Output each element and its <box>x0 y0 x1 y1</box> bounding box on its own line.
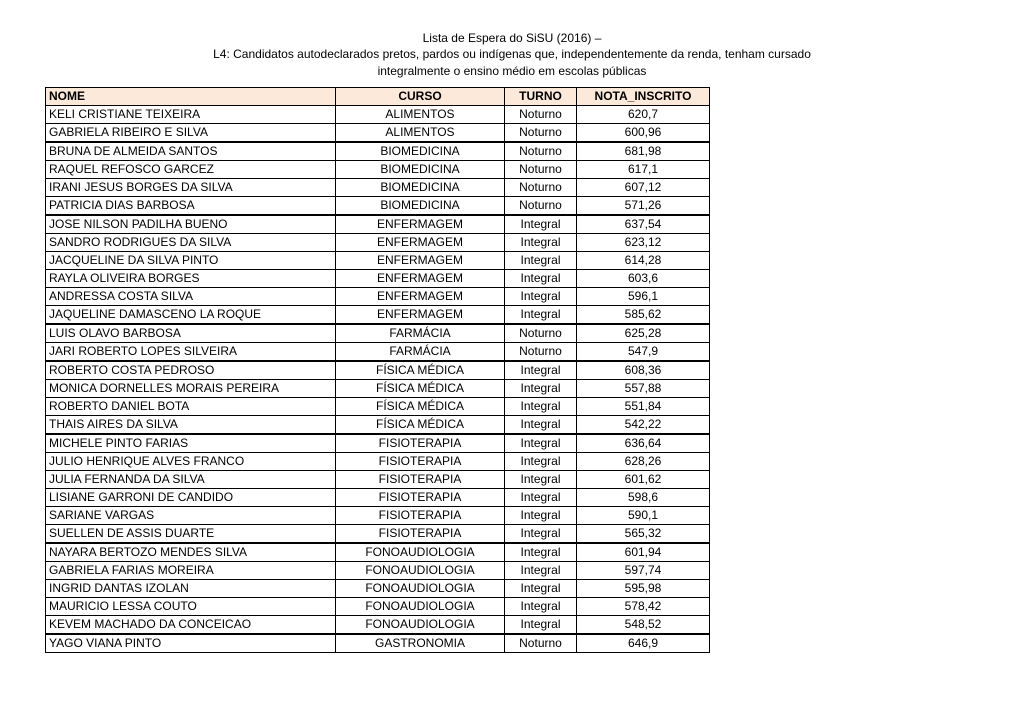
cell-curso: ENFERMAGEM <box>336 306 505 325</box>
cell-nota: 596,1 <box>577 288 710 306</box>
cell-curso: FISIOTERAPIA <box>336 471 505 489</box>
cell-nota: 637,54 <box>577 215 710 234</box>
cell-turno: Integral <box>505 471 577 489</box>
table-row <box>46 234 710 252</box>
cell-nome: GABRIELA FARIAS MOREIRA <box>46 562 336 580</box>
cell-nome: THAIS AIRES DA SILVA <box>46 416 336 435</box>
cell-turno: Noturno <box>505 124 577 143</box>
table-row <box>46 434 710 453</box>
waitlist-table <box>45 87 710 653</box>
cell-nome: KEVEM MACHADO DA CONCEICAO <box>46 616 336 635</box>
table-row <box>46 507 710 525</box>
table-row <box>46 361 710 380</box>
cell-curso: FISIOTERAPIA <box>336 489 505 507</box>
cell-nota: 617,1 <box>577 161 710 179</box>
cell-nome: LUIS OLAVO BARBOSA <box>46 324 336 343</box>
cell-curso: FARMÁCIA <box>336 324 505 343</box>
column-header-nome: NOME <box>46 88 336 106</box>
table-row <box>46 453 710 471</box>
cell-turno: Noturno <box>505 197 577 216</box>
table-row <box>46 288 710 306</box>
cell-turno: Integral <box>505 398 577 416</box>
table-row <box>46 616 710 635</box>
cell-nota: 571,26 <box>577 197 710 216</box>
cell-nome: IRANI JESUS BORGES DA SILVA <box>46 179 336 197</box>
table-row <box>46 179 710 197</box>
cell-turno: Integral <box>505 580 577 598</box>
document-subtitle: L4: Candidatos autodeclarados pretos, pardos ou indígenas que, independentemente da renda, tenham cursado <box>213 47 811 61</box>
cell-nome: ROBERTO COSTA PEDROSO <box>46 361 336 380</box>
cell-nota: 601,62 <box>577 471 710 489</box>
cell-nome: JULIO HENRIQUE ALVES FRANCO <box>46 453 336 471</box>
cell-curso: FÍSICA MÉDICA <box>336 380 505 398</box>
cell-turno: Integral <box>505 288 577 306</box>
cell-curso: FISIOTERAPIA <box>336 434 505 453</box>
cell-nota: 565,32 <box>577 525 710 544</box>
cell-curso: BIOMEDICINA <box>336 161 505 179</box>
cell-nome: PATRICIA DIAS BARBOSA <box>46 197 336 216</box>
cell-nome: GABRIELA RIBEIRO E SILVA <box>46 124 336 143</box>
table-row <box>46 471 710 489</box>
cell-nota: 585,62 <box>577 306 710 325</box>
cell-curso: FÍSICA MÉDICA <box>336 398 505 416</box>
cell-curso: FÍSICA MÉDICA <box>336 361 505 380</box>
cell-nota: 623,12 <box>577 234 710 252</box>
cell-curso: GASTRONOMIA <box>336 634 505 653</box>
cell-curso: FÍSICA MÉDICA <box>336 416 505 435</box>
table-row <box>46 270 710 288</box>
table-row <box>46 525 710 544</box>
column-header-curso: CURSO <box>336 88 505 106</box>
cell-curso: FARMÁCIA <box>336 343 505 362</box>
cell-nome: JULIA FERNANDA DA SILVA <box>46 471 336 489</box>
table-row <box>46 562 710 580</box>
table-row <box>46 124 710 143</box>
table-row <box>46 106 710 124</box>
cell-curso: ALIMENTOS <box>336 106 505 124</box>
cell-nota: 681,98 <box>577 142 710 161</box>
table-row <box>46 380 710 398</box>
cell-nota: 646,9 <box>577 634 710 653</box>
cell-turno: Noturno <box>505 142 577 161</box>
cell-turno: Integral <box>505 434 577 453</box>
table-row <box>46 634 710 653</box>
table-row <box>46 398 710 416</box>
cell-turno: Noturno <box>505 634 577 653</box>
cell-nota: 607,12 <box>577 179 710 197</box>
cell-turno: Integral <box>505 234 577 252</box>
cell-nota: 608,36 <box>577 361 710 380</box>
cell-curso: ENFERMAGEM <box>336 288 505 306</box>
table-row <box>46 142 710 161</box>
cell-nome: JACQUELINE DA SILVA PINTO <box>46 252 336 270</box>
cell-curso: FISIOTERAPIA <box>336 507 505 525</box>
cell-curso: FONOAUDIOLOGIA <box>336 616 505 635</box>
column-header-nota: NOTA_INSCRITO <box>577 88 710 106</box>
cell-nota: 603,6 <box>577 270 710 288</box>
cell-turno: Integral <box>505 380 577 398</box>
cell-turno: Integral <box>505 562 577 580</box>
cell-curso: FONOAUDIOLOGIA <box>336 562 505 580</box>
cell-nome: LISIANE GARRONI DE CANDIDO <box>46 489 336 507</box>
cell-curso: ALIMENTOS <box>336 124 505 143</box>
cell-nota: 595,98 <box>577 580 710 598</box>
cell-turno: Integral <box>505 598 577 616</box>
table-row <box>46 543 710 562</box>
cell-nota: 597,74 <box>577 562 710 580</box>
cell-turno: Integral <box>505 453 577 471</box>
table-row <box>46 306 710 325</box>
cell-turno: Integral <box>505 489 577 507</box>
cell-curso: FISIOTERAPIA <box>336 453 505 471</box>
cell-curso: ENFERMAGEM <box>336 270 505 288</box>
table-row <box>46 252 710 270</box>
cell-nome: MAURICIO LESSA COUTO <box>46 598 336 616</box>
cell-nota: 620,7 <box>577 106 710 124</box>
cell-turno: Noturno <box>505 161 577 179</box>
table-body <box>46 106 710 653</box>
cell-curso: FISIOTERAPIA <box>336 525 505 544</box>
table-row <box>46 215 710 234</box>
cell-curso: BIOMEDICINA <box>336 179 505 197</box>
cell-nome: JAQUELINE DAMASCENO LA ROQUE <box>46 306 336 325</box>
cell-nome: MICHELE PINTO FARIAS <box>46 434 336 453</box>
cell-nota: 625,28 <box>577 324 710 343</box>
cell-nome: ANDRESSA COSTA SILVA <box>46 288 336 306</box>
cell-nome: JARI ROBERTO LOPES SILVEIRA <box>46 343 336 362</box>
cell-nome: SARIANE VARGAS <box>46 507 336 525</box>
cell-turno: Noturno <box>505 324 577 343</box>
cell-turno: Integral <box>505 507 577 525</box>
cell-turno: Noturno <box>505 106 577 124</box>
table-row <box>46 598 710 616</box>
cell-nota: 578,42 <box>577 598 710 616</box>
cell-nome: RAQUEL REFOSCO GARCEZ <box>46 161 336 179</box>
cell-nome: RAYLA OLIVEIRA BORGES <box>46 270 336 288</box>
cell-nota: 614,28 <box>577 252 710 270</box>
cell-nota: 601,94 <box>577 543 710 562</box>
table-row <box>46 489 710 507</box>
cell-turno: Integral <box>505 252 577 270</box>
cell-turno: Integral <box>505 525 577 544</box>
cell-turno: Integral <box>505 306 577 325</box>
cell-turno: Integral <box>505 361 577 380</box>
cell-nota: 542,22 <box>577 416 710 435</box>
cell-nome: NAYARA BERTOZO MENDES SILVA <box>46 543 336 562</box>
cell-turno: Integral <box>505 270 577 288</box>
table-row <box>46 324 710 343</box>
cell-nota: 628,26 <box>577 453 710 471</box>
table-row <box>46 197 710 216</box>
cell-nome: ROBERTO DANIEL BOTA <box>46 398 336 416</box>
cell-curso: BIOMEDICINA <box>336 142 505 161</box>
cell-curso: ENFERMAGEM <box>336 234 505 252</box>
document-subtitle-continued: integralmente o ensino médio em escolas públicas <box>377 64 647 78</box>
cell-turno: Integral <box>505 215 577 234</box>
column-header-turno: TURNO <box>505 88 577 106</box>
cell-nome: JOSE NILSON PADILHA BUENO <box>46 215 336 234</box>
cell-nota: 557,88 <box>577 380 710 398</box>
table-row <box>46 416 710 435</box>
document-title: Lista de Espera do SiSU (2016) – <box>422 31 602 45</box>
table-row <box>46 580 710 598</box>
table-row <box>46 161 710 179</box>
cell-nome: INGRID DANTAS IZOLAN <box>46 580 336 598</box>
cell-turno: Integral <box>505 616 577 635</box>
cell-nome: SANDRO RODRIGUES DA SILVA <box>46 234 336 252</box>
cell-turno: Noturno <box>505 179 577 197</box>
cell-turno: Noturno <box>505 343 577 362</box>
cell-nome: YAGO VIANA PINTO <box>46 634 336 653</box>
cell-nome: BRUNA DE ALMEIDA SANTOS <box>46 142 336 161</box>
cell-curso: ENFERMAGEM <box>336 252 505 270</box>
cell-turno: Integral <box>505 543 577 562</box>
cell-nome: KELI CRISTIANE TEIXEIRA <box>46 106 336 124</box>
cell-curso: BIOMEDICINA <box>336 197 505 216</box>
cell-curso: FONOAUDIOLOGIA <box>336 598 505 616</box>
cell-nota: 547,9 <box>577 343 710 362</box>
cell-nota: 598,6 <box>577 489 710 507</box>
cell-nota: 590,1 <box>577 507 710 525</box>
cell-nota: 551,84 <box>577 398 710 416</box>
cell-nota: 548,52 <box>577 616 710 635</box>
cell-nome: MONICA DORNELLES MORAIS PEREIRA <box>46 380 336 398</box>
cell-nota: 600,96 <box>577 124 710 143</box>
cell-turno: Integral <box>505 416 577 435</box>
table-row <box>46 343 710 362</box>
cell-curso: ENFERMAGEM <box>336 215 505 234</box>
cell-curso: FONOAUDIOLOGIA <box>336 580 505 598</box>
cell-curso: FONOAUDIOLOGIA <box>336 543 505 562</box>
table-header-row <box>46 88 710 106</box>
cell-nota: 636,64 <box>577 434 710 453</box>
cell-nome: SUELLEN DE ASSIS DUARTE <box>46 525 336 544</box>
